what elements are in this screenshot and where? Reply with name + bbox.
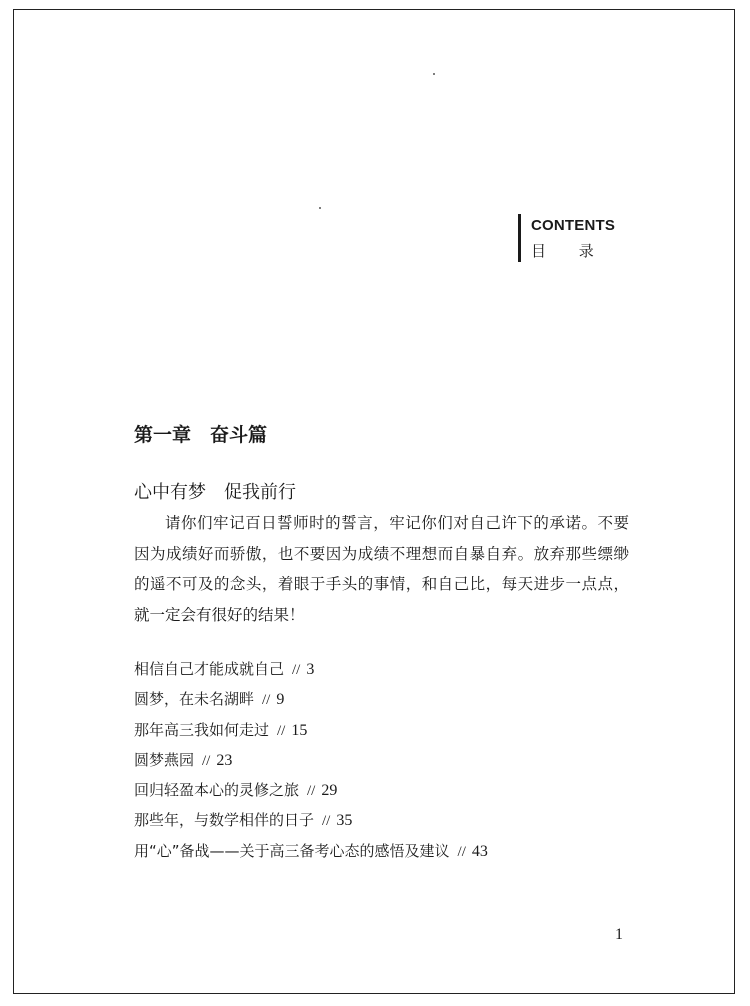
print-speck (433, 73, 435, 75)
toc-entry-title: 回归轻盈本心的灵修之旅 (134, 781, 300, 800)
toc-entry-title: 用“心”备战——关于高三备考心态的感悟及建议 (134, 841, 450, 860)
toc-list (134, 654, 488, 866)
toc-entry-title: 相信自己才能成就自己 (134, 660, 285, 678)
toc-entry[interactable] (134, 745, 488, 775)
contents-header (518, 214, 615, 262)
toc-entry-title: 圆梦燕园 (134, 750, 195, 769)
toc-entry-page: 43 (471, 842, 488, 860)
toc-entry[interactable] (134, 715, 488, 745)
toc-entry-title: 那些年，与数学相伴的日子 (134, 811, 315, 830)
toc-entry[interactable] (134, 805, 488, 835)
toc-entry-page: 9 (276, 691, 285, 709)
toc-entry[interactable] (134, 654, 488, 684)
toc-separator: // (322, 813, 331, 830)
toc-entry-title: 圆梦，在未名湖畔 (134, 690, 255, 709)
toc-separator: // (457, 843, 466, 860)
section-title: 心中有梦 促我前行 (134, 482, 296, 503)
chapter-title: 第一章 奋斗篇 (134, 424, 268, 446)
toc-entry[interactable] (134, 684, 488, 714)
toc-entry-title: 那年高三我如何走过 (134, 720, 270, 739)
toc-separator: // (202, 752, 211, 769)
toc-separator: // (307, 783, 316, 800)
toc-entry-page: 23 (216, 751, 233, 769)
toc-entry-page: 35 (336, 812, 353, 830)
toc-separator: // (277, 722, 286, 739)
page-number: 1 (615, 926, 623, 943)
toc-separator: // (292, 662, 301, 678)
contents-heading-english: CONTENTS (531, 217, 616, 234)
toc-entry[interactable] (134, 836, 488, 866)
toc-entry[interactable] (134, 775, 488, 805)
toc-separator: // (262, 692, 271, 709)
contents-heading-chinese: 目 录 (531, 242, 608, 260)
print-speck (319, 207, 321, 209)
toc-entry-page: 15 (291, 721, 308, 739)
section-intro-paragraph: 请你们牢记百日誓师时的誓言，牢记你们对自己许下的承诺。不要因为成绩好而骄傲，也不要因为成绩不理想而自暴自弃。放弃那些缥缈的遥不可及的念头，着眼于手头的事情，和自己比，每天进步一点点，就一定会有很好的结果！ (134, 514, 629, 624)
toc-entry-page: 3 (306, 661, 315, 678)
toc-entry-page: 29 (321, 782, 338, 800)
